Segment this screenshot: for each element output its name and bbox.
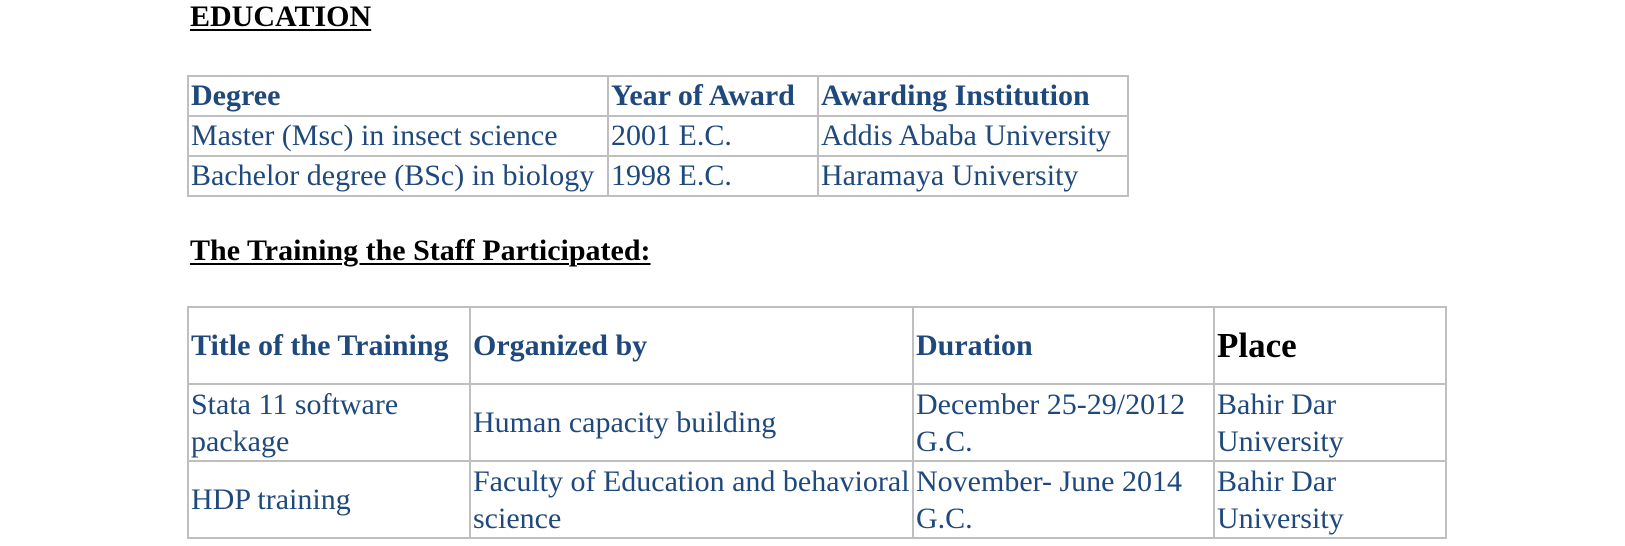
column-header-degree: Degree: [188, 76, 608, 116]
cell-title: Stata 11 software package: [188, 384, 470, 461]
table-row: [188, 116, 1128, 156]
table-header-row: [188, 76, 1128, 116]
education-heading: EDUCATION: [190, 0, 372, 33]
column-header-title: Title of the Training: [188, 307, 470, 384]
cell-place: Bahir Dar University: [1214, 461, 1446, 538]
cell-institution: Addis Ababa University: [818, 116, 1128, 156]
cell-year: 2001 E.C.: [608, 116, 818, 156]
cell-title: HDP training: [188, 461, 470, 538]
cell-degree: Master (Msc) in insect science: [188, 116, 608, 156]
cell-year: 1998 E.C.: [608, 156, 818, 196]
cell-place: Bahir Dar University: [1214, 384, 1446, 461]
table-row: [188, 156, 1128, 196]
column-header-awarding-institution: Awarding Institution: [818, 76, 1128, 116]
table-header-row: [188, 307, 1446, 384]
table-row: [188, 384, 1446, 461]
table-row: [188, 461, 1446, 538]
cell-organizer: Faculty of Education and behavioral science: [470, 461, 913, 538]
cell-degree: Bachelor degree (BSc) in biology: [188, 156, 608, 196]
column-header-duration: Duration: [913, 307, 1214, 384]
column-header-place: Place: [1214, 307, 1446, 384]
training-table: [187, 306, 1447, 539]
training-heading: The Training the Staff Participated:: [190, 234, 651, 267]
cell-institution: Haramaya University: [818, 156, 1128, 196]
education-table: [187, 75, 1129, 197]
cell-organizer: Human capacity building: [470, 384, 913, 461]
cell-duration: December 25-29/2012 G.C.: [913, 384, 1214, 461]
column-header-year-of-award: Year of Award: [608, 76, 818, 116]
cell-duration: November- June 2014 G.C.: [913, 461, 1214, 538]
column-header-organized-by: Organized by: [470, 307, 913, 384]
